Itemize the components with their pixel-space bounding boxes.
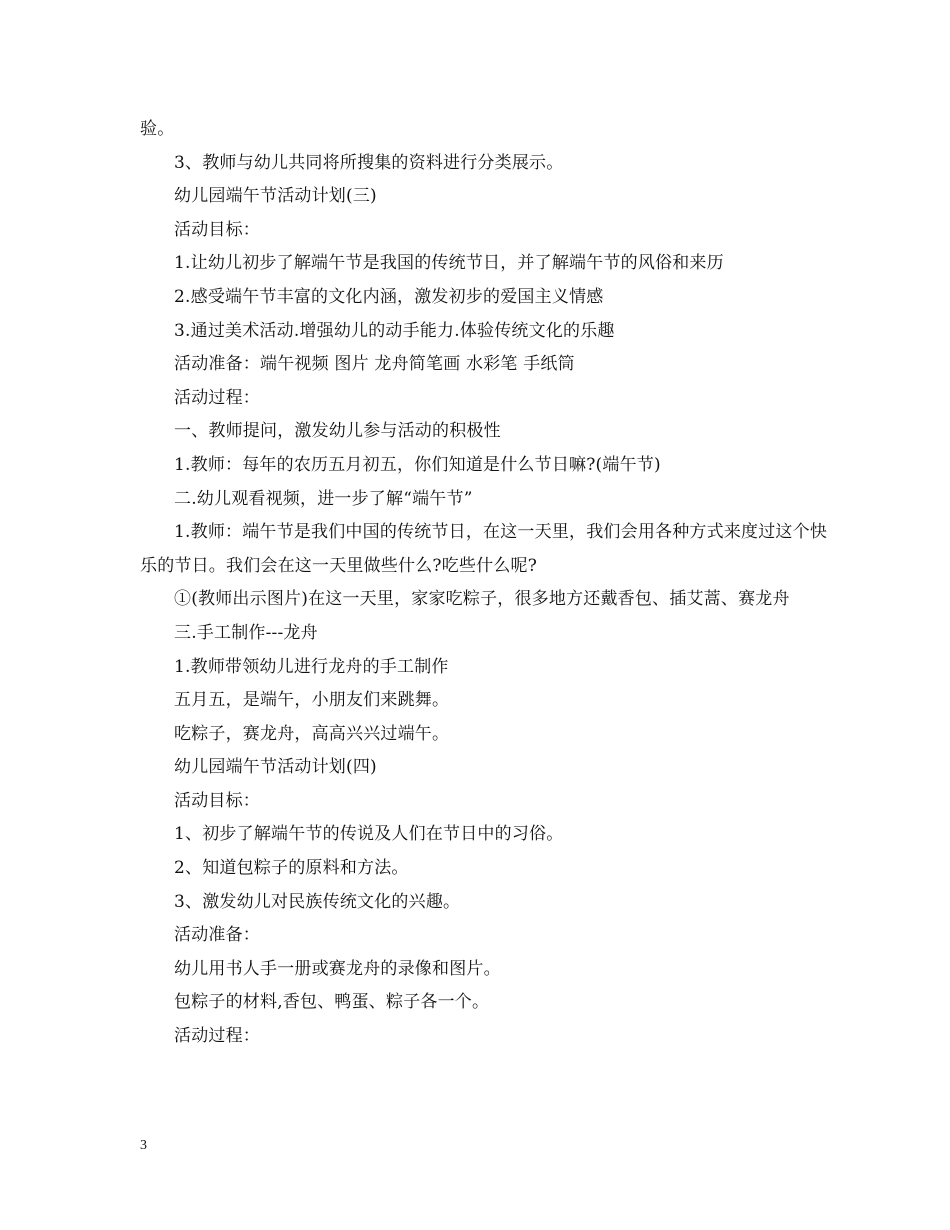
paragraph: 3、激发幼儿对民族传统文化的兴趣。 [174, 891, 461, 912]
paragraph: ①(教师出示图片)在这一天里，家家吃粽子，很多地方还戴香包、插艾蒿、赛龙舟 [174, 589, 790, 610]
paragraph: 1.让幼儿初步了解端午节是我国的传统节日，并了解端午节的风俗和来历 [174, 253, 724, 274]
paragraph: 验。 [140, 119, 175, 139]
paragraph: 一、教师提问，激发幼儿参与活动的积极性 [174, 421, 501, 442]
paragraph: 1.教师：每年的农历五月初五，你们知道是什么节日嘛?(端午节) [174, 454, 661, 475]
page-number: 3 [140, 1138, 147, 1153]
document-body [140, 113, 830, 1054]
paragraph: 3、教师与幼儿共同将所搜集的资料进行分类展示。 [174, 152, 564, 173]
paragraph: 幼儿用书人手一册或赛龙舟的录像和图片。 [174, 958, 501, 979]
paragraph: 活动过程： [174, 1026, 260, 1047]
paragraph: 2.感受端午节丰富的文化内涵，激发初步的爱国主义情感 [174, 286, 604, 307]
paragraph: 1、初步了解端午节的传说及人们在节日中的习俗。 [174, 824, 564, 845]
paragraph: 2、知道包粽子的原料和方法。 [174, 858, 409, 879]
paragraph: 活动准备：端午视频 图片 龙舟简笔画 水彩笔 手纸筒 [174, 354, 575, 375]
paragraph: 五月五，是端午，小朋友们来跳舞。 [174, 690, 450, 711]
paragraph: 二.幼儿观看视频，进一步了解“端午节” [174, 488, 473, 509]
section-heading: 幼儿园端午节活动计划(四) [174, 757, 377, 778]
paragraph: 3.通过美术活动.增强幼儿的动手能力.体验传统文化的乐趣 [174, 320, 615, 341]
paragraph: 三.手工制作---龙舟 [174, 622, 318, 643]
paragraph: 活动过程： [174, 387, 260, 408]
section-heading: 幼儿园端午节活动计划(三) [174, 186, 377, 207]
paragraph: 活动准备： [174, 925, 260, 946]
paragraph: 1.教师带领幼儿进行龙舟的手工制作 [174, 656, 449, 677]
paragraph: 1.教师：端午节是我们中国的传统节日，在这一天里，我们会用各种方式来度过这个快乐的节日。我们会在这一天里做些什么?吃些什么呢? [140, 522, 828, 576]
paragraph: 活动目标： [174, 790, 260, 811]
paragraph: 包粽子的材料,香包、鸭蛋、粽子各一个。 [174, 992, 490, 1013]
paragraph: 吃粽子，赛龙舟，高高兴兴过端午。 [174, 723, 450, 744]
paragraph: 活动目标： [174, 219, 260, 240]
